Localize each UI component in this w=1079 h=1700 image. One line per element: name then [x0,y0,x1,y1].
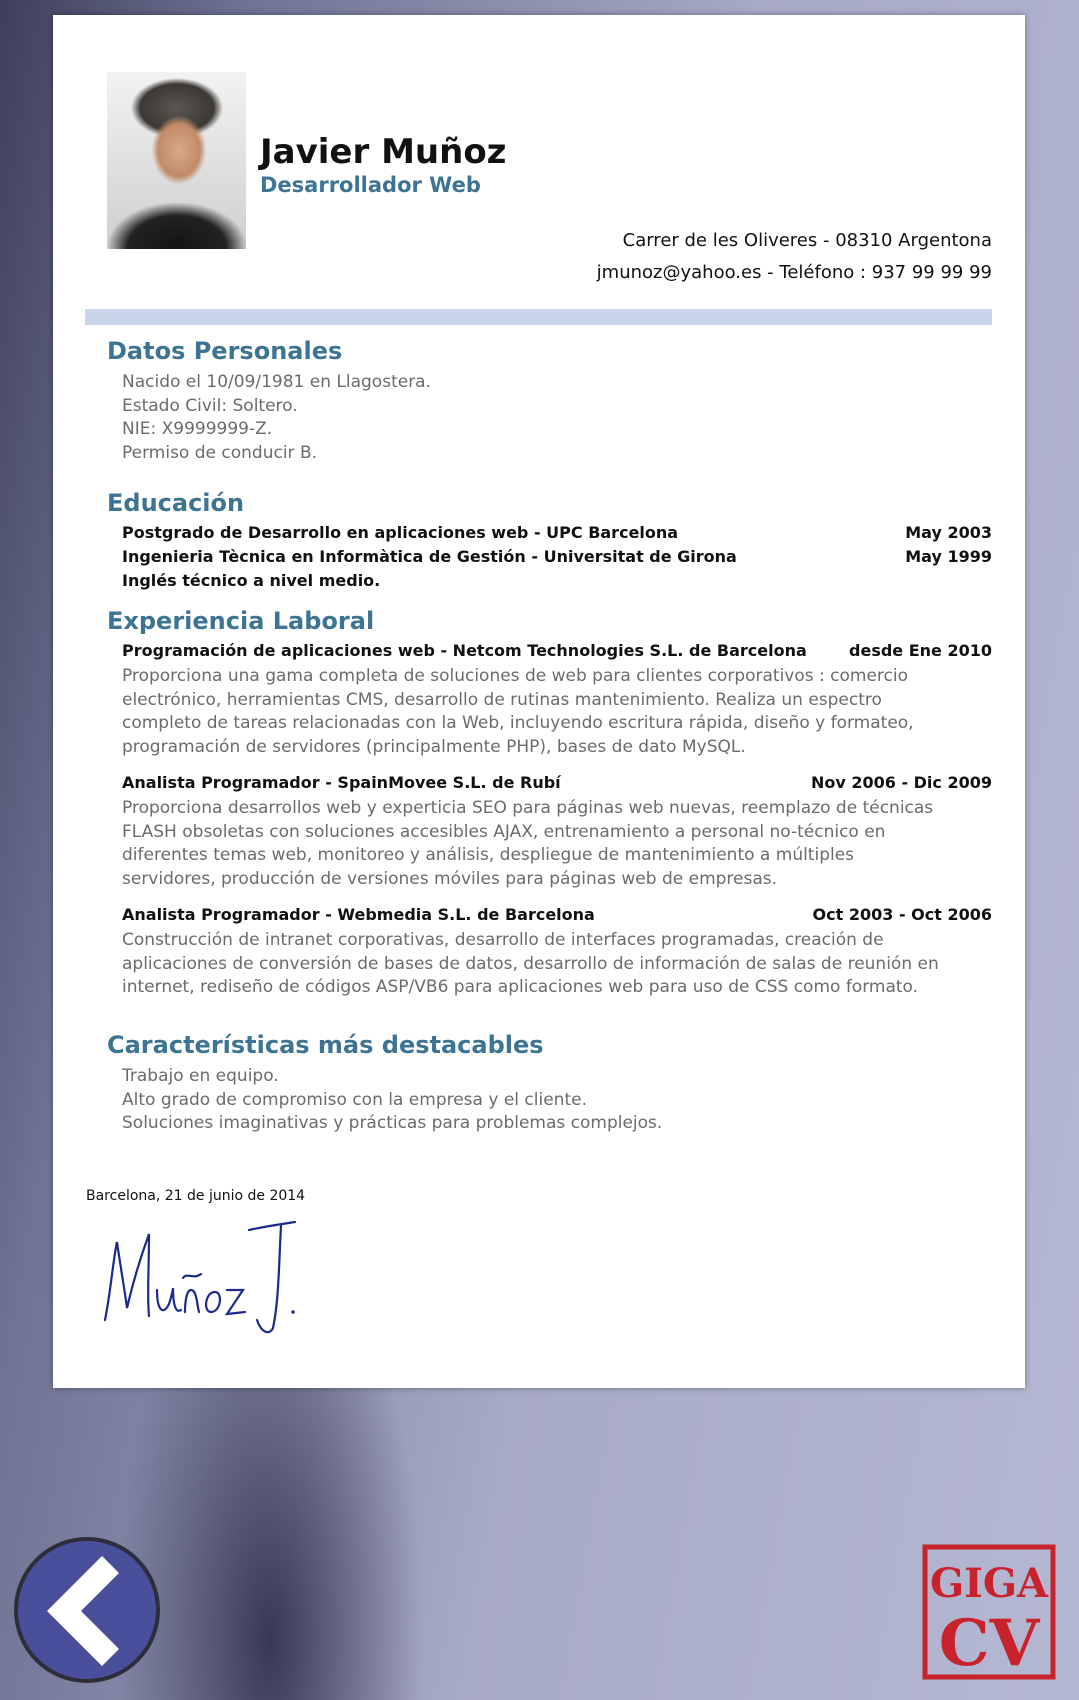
job-description-line: Proporciona una gama completa de soluciones de web para clientes corporativos : comercio [122,666,909,686]
profile-photo [107,72,246,249]
back-button[interactable] [14,1537,160,1683]
stamp-bottom-text: CV [938,1606,1040,1681]
job-position: Analista Programador - SpainMovee S.L. de Rubí [122,773,561,792]
education-item [122,547,992,569]
section-title-features: Características más destacables [107,1031,544,1059]
job-description-line: electrónico, herramientas CMS, desarrollo de rutinas mantenimiento. Realiza un espectro [122,689,882,710]
personal-line: Nacido el 10/09/1981 en Llagostera. [122,372,432,392]
education-date: May 2003 [905,523,992,542]
personal-line: NIE: X9999999-Z. [122,419,273,439]
job-description-line: completo de tareas relacionadas con la Web, incluyendo escritura rápida, diseño y formateo, [122,713,914,733]
candidate-name: Javier Muñoz [260,132,507,172]
job-description-line: diferentes temas web, monitoreo y análisis, despliegue de mantenimiento a múltiples [122,845,855,865]
personal-line: Permiso de conducir B. [122,442,318,463]
place-date: Barcelona, 21 de junio de 2014 [86,1188,306,1204]
feature-line: Trabajo en equipo. [122,1066,279,1086]
job-description-line: FLASH obsoletas con soluciones accesibles AJAX, entrenamiento a personal no-técnico en [122,821,886,842]
chevron-left-icon [18,1541,156,1679]
feature-line: Soluciones imaginativas y prácticas para problemas complejos. [122,1113,663,1133]
education-item [122,523,992,545]
signature [97,1220,317,1340]
personal-line: Estado Civil: Soltero. [122,395,298,416]
job-description-line: programación de servidores (principalmente PHP), bases de dato MySQL. [122,736,746,757]
job-description-line: aplicaciones de conversión de bases de datos, desarrollo de información de salas de reunión en [122,953,939,974]
personal-details [122,371,431,465]
header-divider [85,309,992,325]
giga-cv-stamp-logo [921,1543,1057,1681]
feature-line: Alto grado de compromiso con la empresa y el cliente. [122,1089,587,1110]
job-description [122,797,1002,891]
education-date: May 1999 [905,547,992,566]
job-header [122,773,992,795]
job-date: desde Ene 2010 [849,641,992,660]
contact-line: jmunoz@yahoo.es - Teléfono : 937 99 99 99 [596,262,992,283]
stamp-top-text: GIGA [929,1560,1049,1607]
resume-sheet [53,15,1025,1388]
job-header [122,641,992,663]
candidate-role: Desarrollador Web [260,173,481,197]
job-position: Analista Programador - Webmedia S.L. de Barcelona [122,905,595,924]
education-title: Postgrado de Desarrollo en aplicaciones web - UPC Barcelona [122,523,679,542]
section-title-education: Educación [107,489,245,517]
section-title-personal: Datos Personales [107,337,343,365]
job-description [122,665,1002,759]
job-description-line: Proporciona desarrollos web y experticia SEO para páginas web nuevas, reemplazo de técnicas [122,798,934,818]
address-line: Carrer de les Oliveres - 08310 Argentona [622,230,992,251]
job-header [122,905,992,927]
job-description [122,929,1002,1000]
job-description-line: internet, rediseño de códigos ASP/VB6 para aplicaciones web para uso de CSS como formato. [122,977,919,997]
education-title: Inglés técnico a nivel medio. [122,571,381,590]
job-position: Programación de aplicaciones web - Netcom Technologies S.L. de Barcelona [122,641,807,660]
education-title: Ingenieria Tècnica en Informàtica de Gestión - Universitat de Girona [122,547,737,566]
section-title-experience: Experiencia Laboral [107,607,375,635]
job-description-line: servidores, producción de versiones móviles para páginas web de empresas. [122,868,778,889]
job-date: Nov 2006 - Dic 2009 [810,773,992,792]
job-description-line: Construcción de intranet corporativas, desarrollo de interfaces programadas, creación de [122,930,884,950]
features-list [122,1065,662,1136]
job-date: Oct 2003 - Oct 2006 [812,905,992,924]
education-item [122,571,992,593]
